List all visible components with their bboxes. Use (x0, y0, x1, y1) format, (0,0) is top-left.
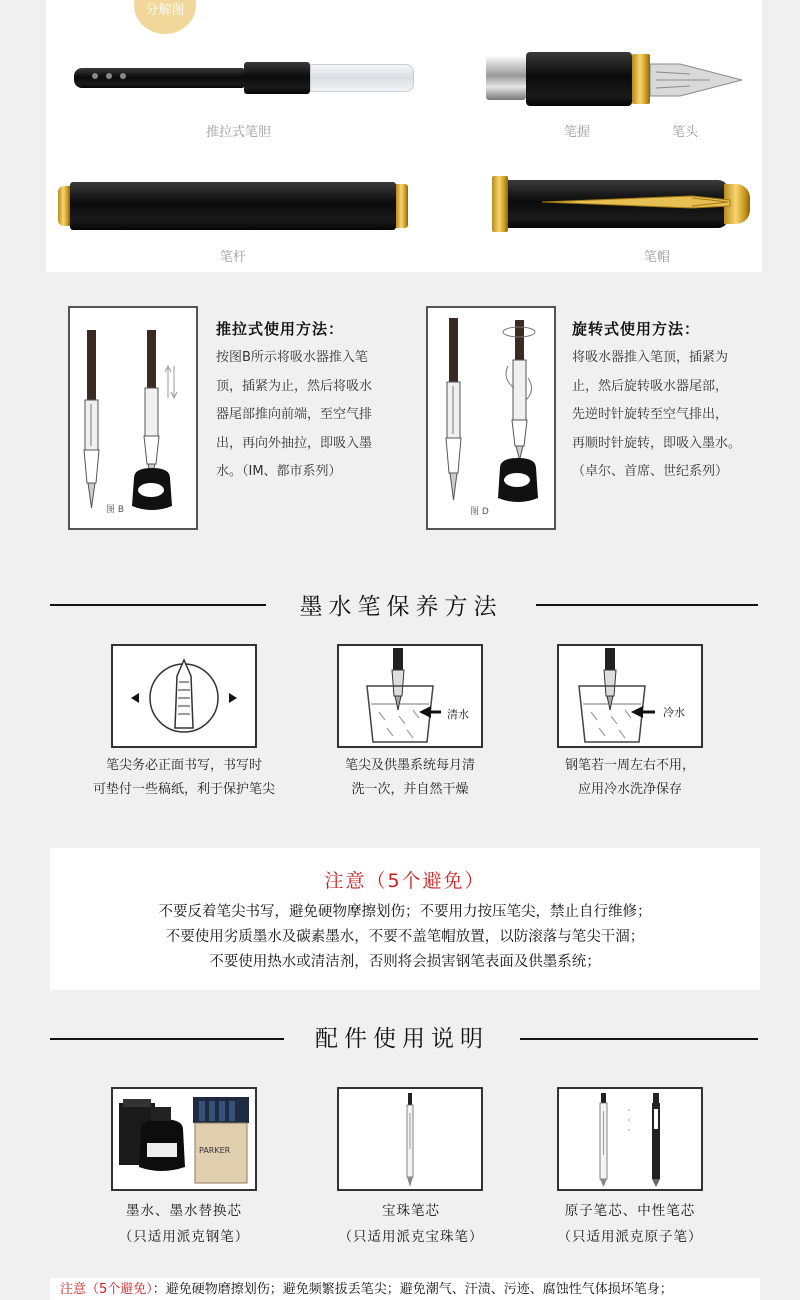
push-method-text: 按图B所示将吸水器推入笔 顶，插紧为止，然后将吸水 器尾部推向前端，至空气排 出，再向外抽拉，即吸入墨 水。（IM、都市系列） (216, 350, 373, 479)
rollerball-refill-figure (337, 1087, 483, 1191)
grip-nib-image (486, 50, 746, 110)
parts-diagram (46, 0, 762, 272)
converter-image (74, 62, 414, 92)
twist-method-text: 将吸水器推入笔顶，插紧为 止，然后旋转吸水器尾部， 先逆时针旋转至空气排出， 再顺时针旋转，即吸入墨水。 （卓尔、首席、世纪系列） (572, 350, 742, 479)
push-method-figure (68, 306, 198, 530)
push-fig-label: 图 B (106, 505, 125, 515)
notice-panel (50, 848, 760, 990)
notice-line-3: 不要使用热水或清洁剂，否则将会损害钢笔表面及供墨系统； (209, 954, 601, 970)
accessories-heading-line-left (50, 1038, 284, 1040)
care-figure-1 (111, 644, 257, 748)
care-tag-water: 清水 (447, 708, 469, 721)
notice-line-2: 不要使用劣质墨水及碳素墨水，不要不盖笔帽放置，以防滚落与笔尖干涸； (165, 929, 645, 945)
rollerball-refill-text: 宝珠笔芯 （只适用派克宝珠笔） (338, 1203, 484, 1245)
push-method-title: 推拉式使用方法： (216, 320, 345, 338)
barrel-image (58, 180, 408, 232)
twist-method-figure (426, 306, 556, 530)
twist-method-title: 旋转式使用方法： (572, 320, 701, 338)
ballpoint-refill-text: 原子笔芯、中性笔芯 （只适用派克原子笔） (557, 1203, 703, 1245)
cap-image (492, 176, 752, 232)
care-heading-line-right (536, 604, 758, 606)
converter-label: 推拉式笔胆 (206, 125, 272, 140)
grip-label: 笔握 (564, 125, 591, 140)
ink-text: 墨水、墨水替换芯 （只适用派克钢笔） (118, 1203, 250, 1245)
cap-label: 笔帽 (644, 250, 671, 265)
care-tag-cold-water: 冷水 (663, 706, 685, 719)
parker-box-label: PARKER (199, 1146, 231, 1155)
exploded-view-badge: 分解图 (134, 0, 196, 34)
ink-figure (111, 1087, 257, 1191)
care-heading-line-left (50, 604, 266, 606)
accessories-heading: 配件使用说明 (315, 1026, 489, 1052)
barrel-label: 笔杆 (220, 250, 247, 265)
ballpoint-refill-figure (557, 1087, 703, 1191)
care-figure-2 (337, 644, 483, 748)
accessories-heading-line-right (520, 1038, 758, 1040)
bottom-notice-title: 注意（5个避免） (60, 1282, 153, 1297)
nib-label: 笔头 (672, 125, 699, 140)
care-text-3: 钢笔若一周左右不用， 应用冷水洗净保存 (564, 758, 695, 797)
bottom-notice-text: ：避免硬物磨擦划伤；避免频繁拔丢笔尖；避免潮气、汗渍、污迹、腐蚀性气体损坏笔身； (152, 1282, 673, 1297)
care-heading: 墨水笔保养方法 (299, 594, 503, 620)
bottom-notice-strip (50, 1278, 760, 1300)
care-figure-3 (557, 644, 703, 748)
twist-fig-label: 图 D (470, 507, 489, 517)
notice-line-1: 不要反着笔尖书写，避免硬物摩擦划伤；不要用力按压笔尖，禁止自行维修； (158, 904, 652, 920)
care-text-2: 笔尖及供墨系统每月清 洗一次，并自然干燥 (344, 758, 475, 797)
care-text-1: 笔尖务必正面书写，书写时 可垫付一些稿纸，利于保护笔尖 (92, 758, 275, 797)
notice-title: 注意（5个避免） (324, 870, 486, 892)
